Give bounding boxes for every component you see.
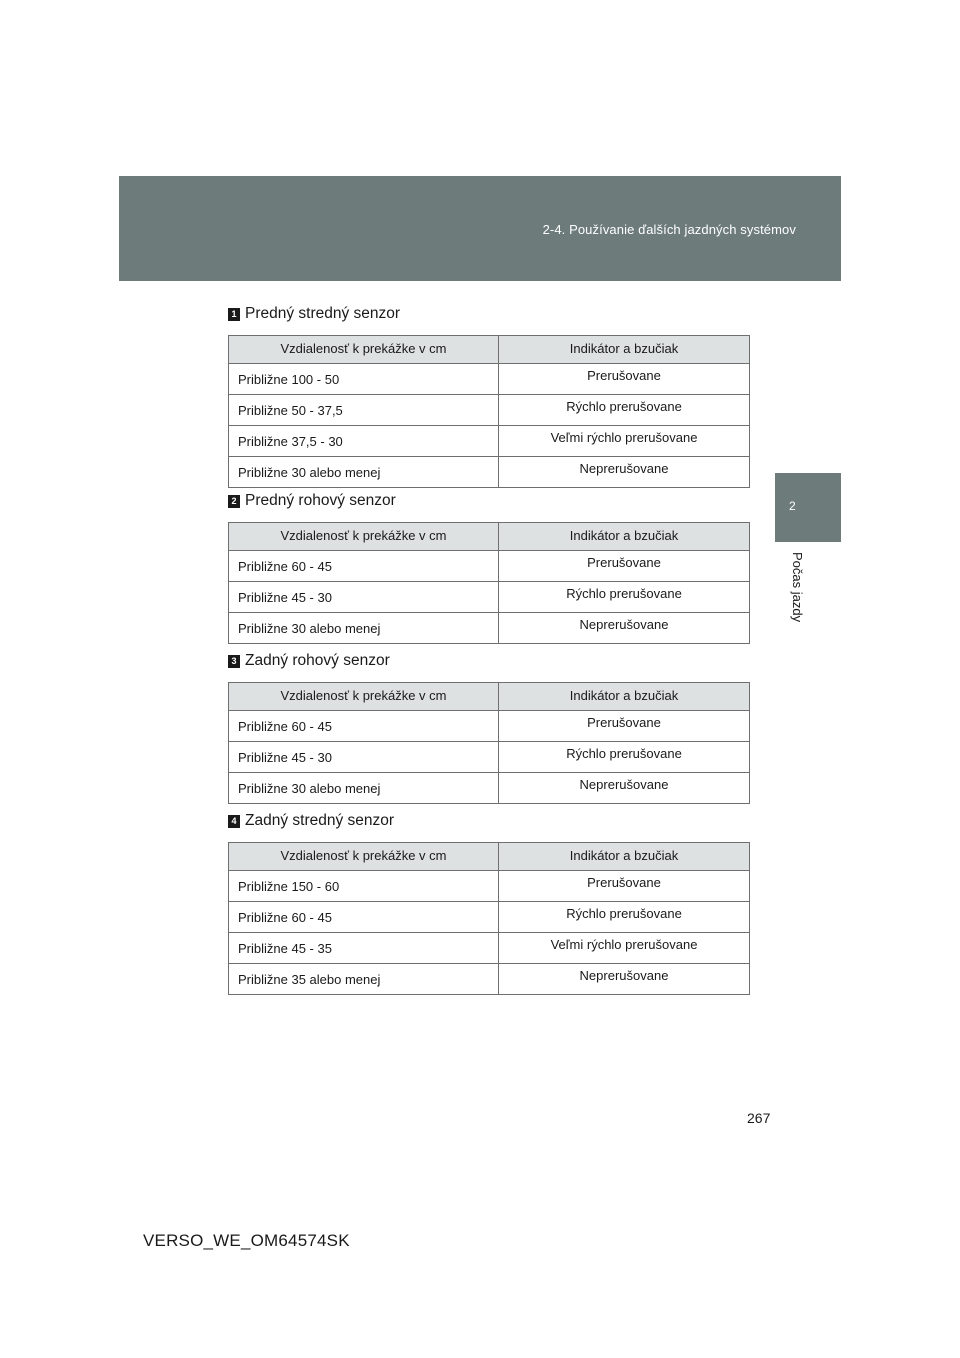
table-row [229,426,750,457]
column-header-indicator: Indikátor a bzučiak [499,843,750,871]
table-header-row [229,523,750,551]
indicator-cell: Veľmi rýchlo prerušovane [499,426,750,457]
indicator-cell: Rýchlo prerušovane [499,395,750,426]
distance-cell: Približne 45 - 30 [229,582,499,613]
indicator-cell: Rýchlo prerušovane [499,582,750,613]
indicator-cell: Neprerušovane [499,613,750,644]
distance-cell: Približne 60 - 45 [229,711,499,742]
column-header-distance: Vzdialenosť k prekážke v cm [229,843,499,871]
number-badge: 4 [228,815,240,828]
header-band [119,176,841,281]
column-header-distance: Vzdialenosť k prekážke v cm [229,523,499,551]
section-front-center [228,302,750,488]
number-badge: 1 [228,308,240,321]
indicator-cell: Prerušovane [499,364,750,395]
table-row [229,902,750,933]
table-row [229,773,750,804]
table-row [229,457,750,488]
section-title [228,809,750,833]
sensor-table [228,335,750,488]
chapter-tab [775,473,841,542]
distance-cell: Približne 35 alebo menej [229,964,499,995]
sensor-table [228,522,750,644]
sensor-table [228,682,750,804]
number-badge: 3 [228,655,240,668]
section-front-corner [228,489,750,644]
table-row [229,551,750,582]
table-header-row [229,336,750,364]
section-title [228,649,750,673]
column-header-distance: Vzdialenosť k prekážke v cm [229,336,499,364]
table-row [229,711,750,742]
indicator-cell: Prerušovane [499,711,750,742]
column-header-distance: Vzdialenosť k prekážke v cm [229,683,499,711]
indicator-cell: Veľmi rýchlo prerušovane [499,933,750,964]
table-header-row [229,843,750,871]
table-row [229,582,750,613]
table-row [229,613,750,644]
table-header-row [229,683,750,711]
distance-cell: Približne 30 alebo menej [229,773,499,804]
chapter-label: Počas jazdy [790,552,805,623]
indicator-cell: Neprerušovane [499,964,750,995]
distance-cell: Približne 60 - 45 [229,902,499,933]
table-row [229,395,750,426]
sensor-table [228,842,750,995]
distance-cell: Približne 45 - 35 [229,933,499,964]
distance-cell: Približne 37,5 - 30 [229,426,499,457]
indicator-cell: Rýchlo prerušovane [499,742,750,773]
table-row [229,964,750,995]
indicator-cell: Neprerušovane [499,457,750,488]
indicator-cell: Neprerušovane [499,773,750,804]
distance-cell: Približne 100 - 50 [229,364,499,395]
distance-cell: Približne 30 alebo menej [229,457,499,488]
distance-cell: Približne 150 - 60 [229,871,499,902]
page-number: 267 [747,1110,771,1126]
distance-cell: Približne 30 alebo menej [229,613,499,644]
column-header-indicator: Indikátor a bzučiak [499,683,750,711]
indicator-cell: Rýchlo prerušovane [499,902,750,933]
chapter-number: 2 [789,499,796,513]
section-rear-corner [228,649,750,804]
section-title-text: Predný stredný senzor [245,305,401,322]
section-title [228,489,750,513]
section-heading: 2-4. Používanie ďalších jazdných systémov [542,222,796,237]
table-row [229,364,750,395]
indicator-cell: Prerušovane [499,551,750,582]
distance-cell: Približne 50 - 37,5 [229,395,499,426]
section-rear-center [228,809,750,995]
section-title-text: Zadný rohový senzor [245,652,390,669]
indicator-cell: Prerušovane [499,871,750,902]
section-title-text: Zadný stredný senzor [245,812,395,829]
distance-cell: Približne 45 - 30 [229,742,499,773]
section-title-text: Predný rohový senzor [245,492,396,509]
table-row [229,933,750,964]
section-title [228,302,750,326]
column-header-indicator: Indikátor a bzučiak [499,523,750,551]
distance-cell: Približne 60 - 45 [229,551,499,582]
table-row [229,742,750,773]
column-header-indicator: Indikátor a bzučiak [499,336,750,364]
number-badge: 2 [228,495,240,508]
table-row [229,871,750,902]
document-code: VERSO_WE_OM64574SK [143,1231,350,1250]
